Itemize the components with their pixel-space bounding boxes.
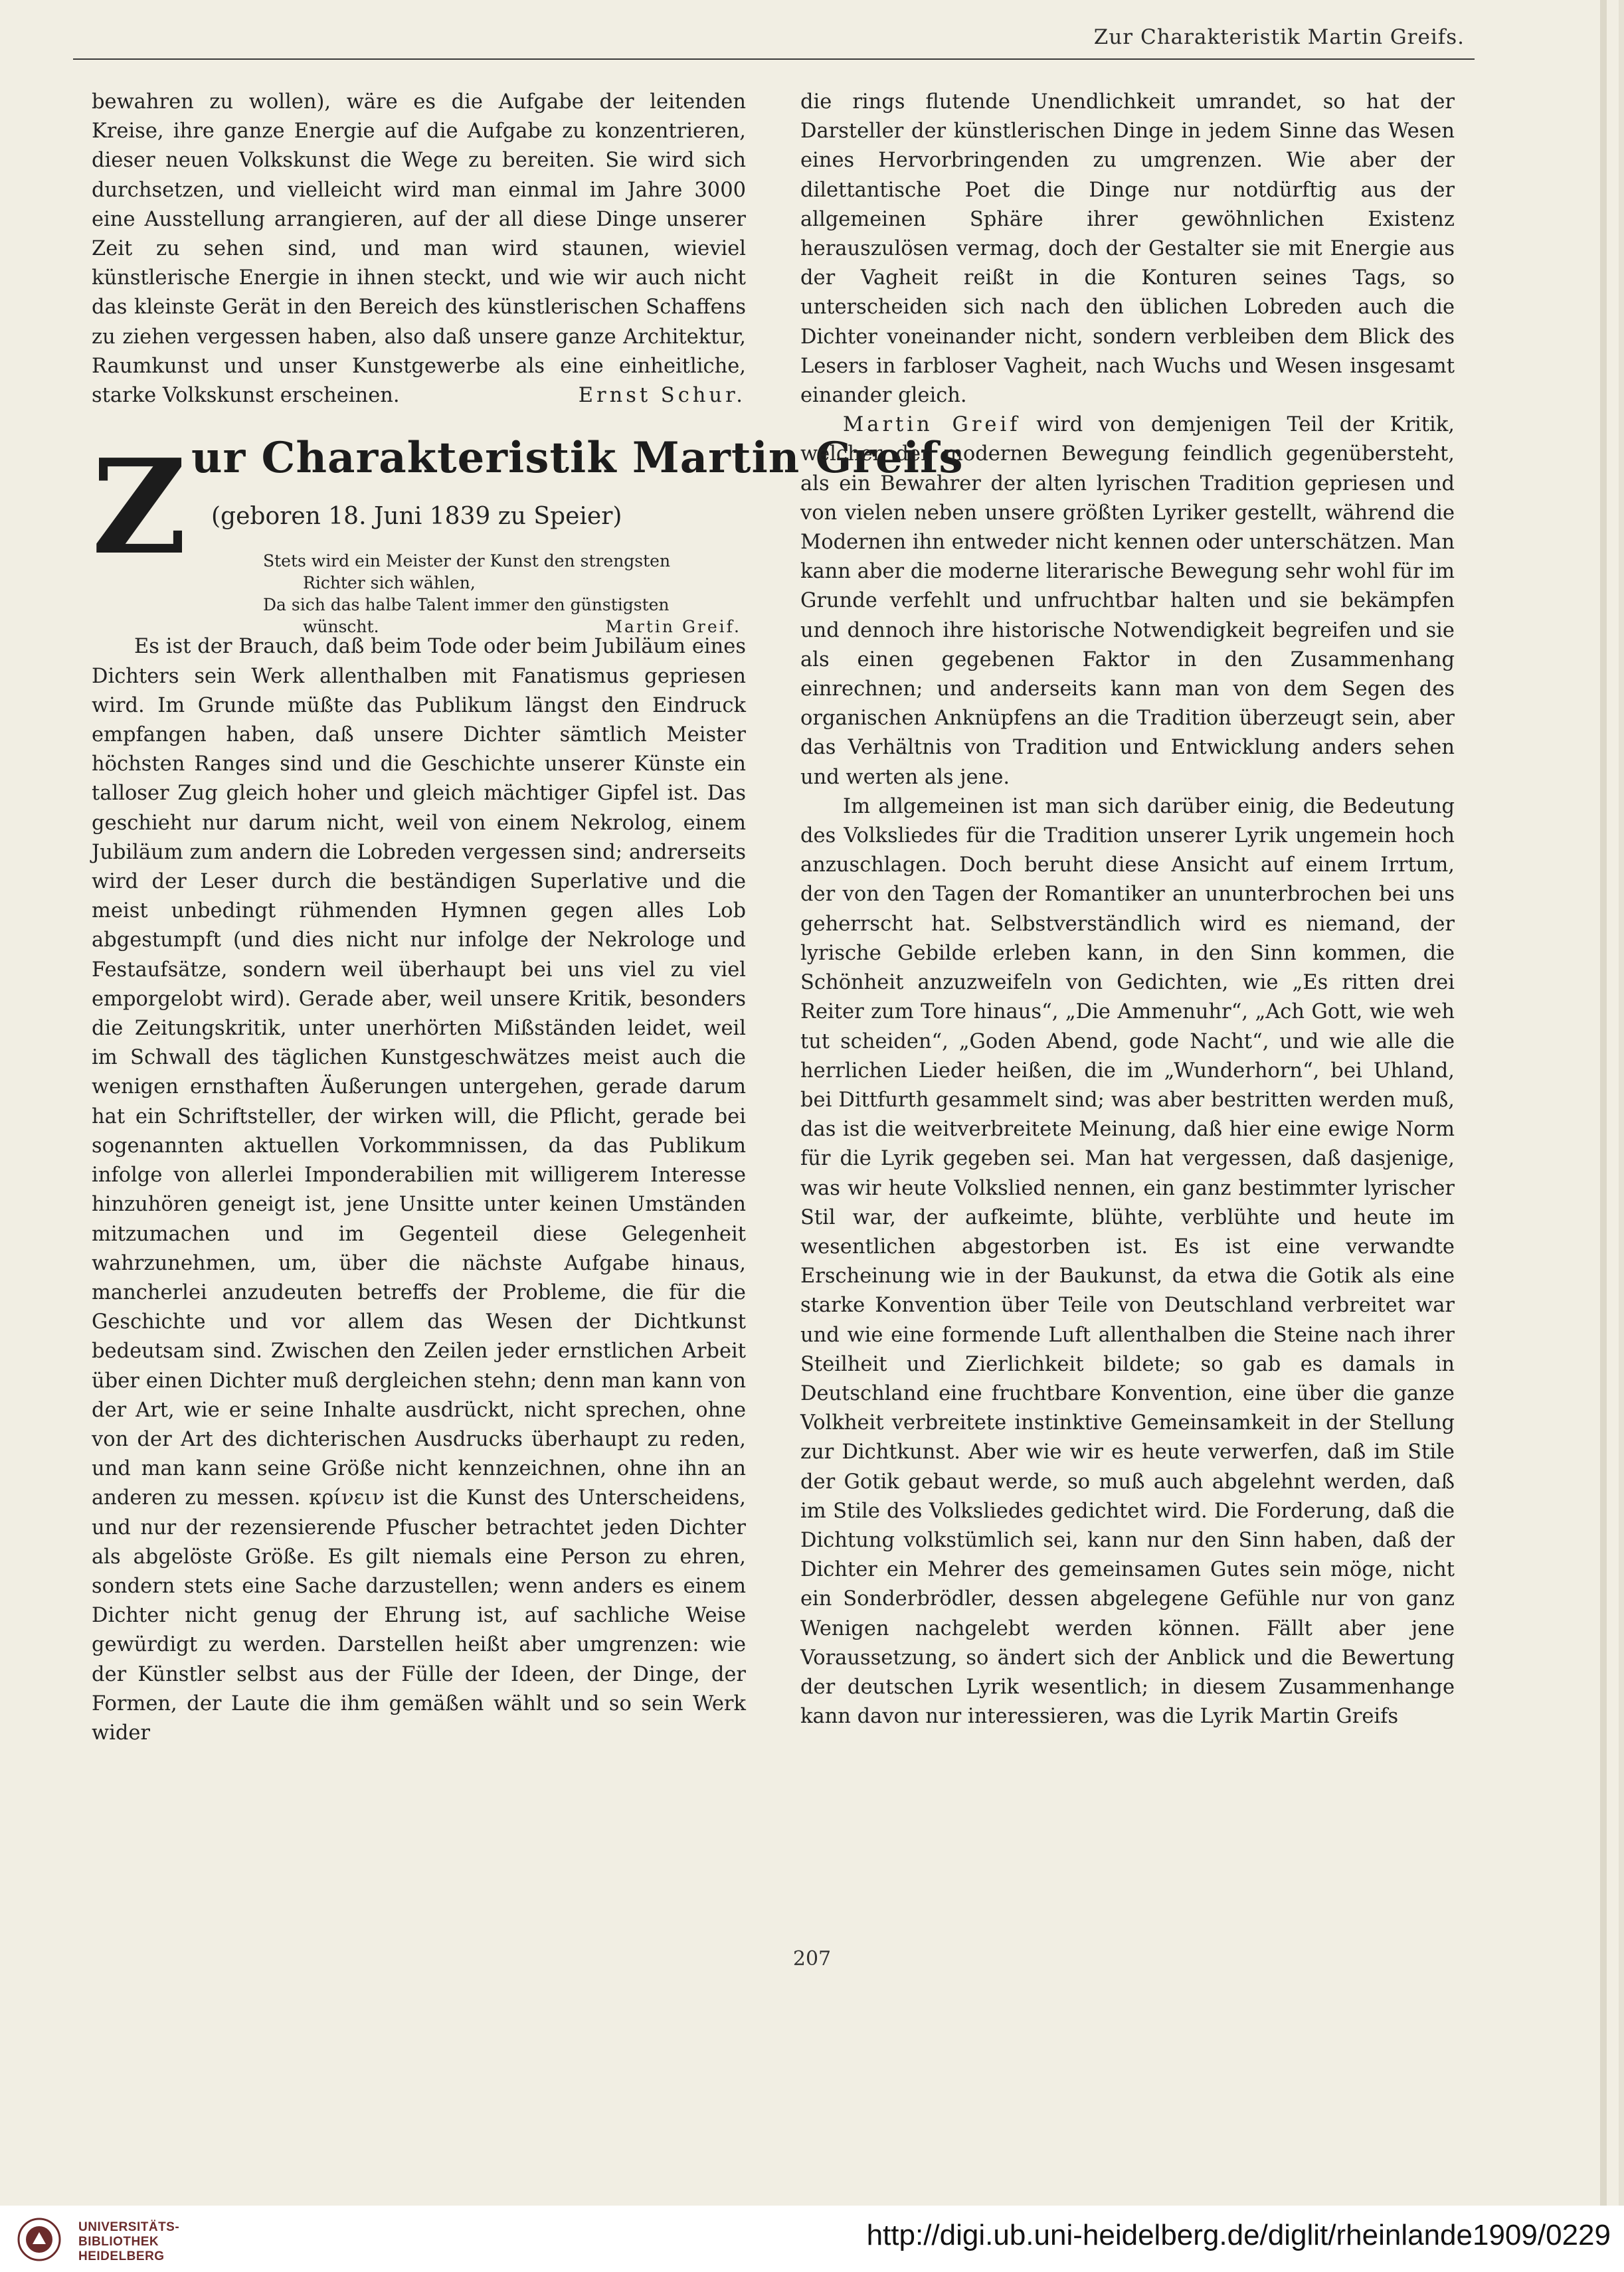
article-title: ur Charakteristik Martin Greifs — [191, 433, 964, 483]
source-url[interactable]: http://digi.ub.uni-heidelberg.de/diglit/rheinlande1909/0229 — [866, 2219, 1611, 2251]
library-seal-icon — [17, 2218, 61, 2261]
intro-signature: Ernst Schur. — [578, 384, 746, 408]
motto-line-1: Stets wird ein Meister der Kunst den strengsten — [263, 551, 671, 571]
right-paragraph-3: Im allgemeinen ist man sich darüber einig, die Bedeutung des Volksliedes für die Tradition unserer Lyrik ungemein hoch anzuschlagen. Doch beruht diese Ansicht auf einem Irrtum, der von den Tagen der Romantiker an ununterbrochen bei uns geherrscht hat. Selbstverständlich wird es niemand, der lyrische Gebilde erleben kann, in den Sinn kommen, die Schönheit anzuzweifeln von Gedichten, wie „Es ritten drei Reiter zum Tore hinaus“, „Die Ammenuhr“, „Ach Gott, wie weh tut scheiden“, „Goden Abend, gode Nacht“, und wie alle die herrlichen Lieder heißen, die im „Wunderhorn“, bei Uhland, bei Dittfurth gesammelt sind; was aber bestritten werden muß, das ist die weitverbreitete Meinung, daß hier eine ewige Norm für die Lyrik gegeben sei. Man hat vergessen, daß dasjenige, was wir heute Volkslied nennen, ein ganz bestimmter lyrischer Stil war, der aufkeimte, blühte, verblühte und heute im wesentlichen abgestorben ist. Es ist eine verwandte Erscheinung wie in der Baukunst, da etwa die Gotik als eine starke Konvention über Teile von Deutschland verbreitet war und wie eine formende Luft allenthalben die Steine nach ihrer Steilheit und Zierlichkeit bildete; so gab es damals in Deutschland eine fruchtbare Konvention, eine über die ganze Volkheit verbreitete instinktive Gemeinsamkeit in der Stellung zur Dichtkunst. Aber wie wir es heute verwerfen, daß im Stile der Gotik gebaut werde, so muß auch abgelehnt werden, daß im Stile des Volksliedes gedichtet wird. Die Forderung, daß die Dichtung volkstümlich sei, kann nur den Sinn haben, daß der Dichter ein Mehrer des gemeinsamen Gutes sein möge, nicht ein Sonderbrödler, dessen abgelegene Gefühle nur von ganz Wenigen nachgelebt werden können. Fällt aber jene Voraussetzung, so ändert sich der Anblick und die Bewertung der deutschen Lyrik wesentlich; in diesem Zusammenhange kann davon nur interessieren, was die Lyrik Martin Greifs — [800, 794, 1455, 1729]
header-rule — [73, 58, 1475, 60]
running-head: Zur Charakteristik Martin Greifs. — [1093, 25, 1465, 49]
intro-paragraph: bewahren zu wollen), wäre es die Aufgabe der leitenden Kreise, ihre ganze Energie auf die Aufgabe zu konzentrieren, dieser neuen Volkskunst die Wege zu bereiten. Sie wird sich durchsetzen, und vielleicht wird man einmal im Jahre 3000 eine Ausstellung arrangieren, auf der all diese Dinge unserer Zeit zu sehen sind, und man wird staunen, wieviel künstlerische Energie in ihnen steckt, und wie wir auch nicht das kleinste Gerät in den Bereich des künstlerischen Schaffens zu ziehen vergessen haben, also daß unsere ganze Architektur, Raumkunst und unser Kunstgewerbe als eine einheitliche, starke Volkskunst erscheinen. — [92, 90, 746, 408]
footer-bar — [0, 2206, 1624, 2272]
article-subtitle: (geboren 18. Juni 1839 zu Speier) — [211, 503, 622, 531]
motto-line-4-text: wünscht. — [303, 617, 379, 637]
motto-line-2: Richter sich wählen, — [303, 573, 476, 593]
motto-author: Martin Greif. — [605, 617, 741, 637]
right-paragraph-1: die rings flutende Unendlichkeit umrandet, so hat der Darsteller der künstlerischen Dinge in jedem Sinne das Wesen eines Hervorbringenden zu umgrenzen. Wie aber der dilettantische Poet die Dinge nur notdürftig aus der allgemeinen Sphäre ihrer gewöhnlichen Existenz herauszulösen vermag, doch der Gestalter sie mit Energie aus der Vagheit reißt in die Konturen seines Tags, so unterscheiden sich nach den üblichen Lobreden auch die Dichter voneinander nicht, sondern verbleiben dem Blick des Lesers in farbloser Vagheit, nach Wuchs und Wesen insgesamt einander gleich. — [800, 90, 1455, 408]
library-logo-text — [78, 2220, 179, 2264]
motto — [263, 550, 741, 638]
library-line-3: HEIDELBERG — [78, 2249, 165, 2263]
left-column — [92, 88, 964, 1748]
motto-line-3: Da sich das halbe Talent immer den günstigsten — [263, 595, 670, 615]
library-line-2: BIBLIOTHEK — [78, 2235, 159, 2249]
library-line-1: UNIVERSITÄTS- — [78, 2220, 180, 2234]
right-column — [800, 88, 1455, 1731]
right-paragraph-2-text: wird von demjenigen Teil der Kritik, welcher der modernen Bewegung feindlich gegenübersteht, als ein Bewahrer der alten lyrischen Tradition gepriesen und von vielen neben unsere größten Lyriker gestellt, während die Modernen ihn entweder nicht kennen oder unterschätzen. Man kann aber die moderne literarische Bewegung sehr wohl für im Grunde verfehlt und unfruchtbar halten und sie bekämpfen und dennoch ihre historische Notwendigkeit begreifen und sie als einen gegebenen Faktor in den Zusammenhang einrechnen; und anderseits kann man von dem Segen des organischen Anknüpfens an die Tradition überzeugt sein, aber das Verhältnis von Tradition und Entwicklung anders sehen und werten als jene. — [800, 413, 1455, 789]
motto-line-4 — [263, 616, 741, 638]
body-paragraph: Es ist der Brauch, daß beim Tode oder beim Jubiläum eines Dichters sein Werk allenthalben mit Fanatismus gepriesen wird. Im Grunde müßte das Publikum längst den Eindruck empfangen haben, daß unsere Dichter sämtlich Meister höchsten Ranges sind und die Geschichte unserer Künste ein talloser Zug gleich hoher und gleich mächtiger Gipfel ist. Das geschieht nur darum nicht, weil von einem Nekrolog, einem Jubiläum zum andern die Lobreden vergessen sind; andrerseits wird der Leser durch die beständigen Superlative und die meist unbedingt rühmenden Hymnen gegen alles Lob abgestumpft (und dies nicht nur infolge der Nekrologe und Festaufsätze, sondern weil überhaupt bei uns viel zu viel emporgelobt wird). Gerade aber, weil unsere Kritik, besonders die Zeitungskritik, unter unerhörten Mißständen leidet, weil im Schwall des täglichen Kunstgeschwätzes meist auch die wenigen ernsthaften Äußerungen untergehen, gerade darum hat ein Schriftsteller, der wirken will, die Pflicht, gerade bei sogenannten aktuellen Vorkommnissen, da das Publikum infolge von allerlei Imponderabilien mit willigerem Interesse hinzuhören geneigt ist, jene Unsitte unter keinen Umständen mitzumachen und im Gegenteil diese Gelegenheit wahrzunehmen, um, über die nächste Aufgabe hinaus, mancherlei anzudeuten betreffs der Probleme, die für die Geschichte und vor allem das Wesen der Dichtkunst bedeutsam sind. Zwischen den Zeilen jeder ernstlichen Arbeit über einen Dichter muß dergleichen stehn; denn man kann von der Art, wie er seine Inhalte ausdrückt, nicht sprechen, ohne von der Art des dichterischen Ausdrucks überhaupt zu reden, und man kann seine Größe nicht kennzeichnen, ohne ihn an anderen zu messen. κρίνειν ist die Kunst des Unterscheidens, und nur der rezensierende Pfuscher betrachtet jeden Dichter als abgelöste Größe. Es gilt niemals eine Person zu ehren, sondern stets eine Sache darzustellen; wenn anders es einem Dichter nicht genug der Ehrung ist, auf sachliche Weise gewürdigt zu werden. Darstellen heißt aber umgrenzen: wie der Künstler selbst aus der Fülle der Ideen, der Dinge, der Formen, der Laute die ihm gemäßen wählt und so sein Werk wider — [92, 635, 746, 1745]
dropcap: Z — [92, 431, 187, 584]
page-edge — [1600, 0, 1607, 2206]
right-paragraph-2 — [800, 410, 1455, 792]
author-name-spaced: Martin Greif — [843, 413, 1021, 437]
page-number: 207 — [792, 1947, 832, 1970]
article-heading — [92, 431, 964, 637]
